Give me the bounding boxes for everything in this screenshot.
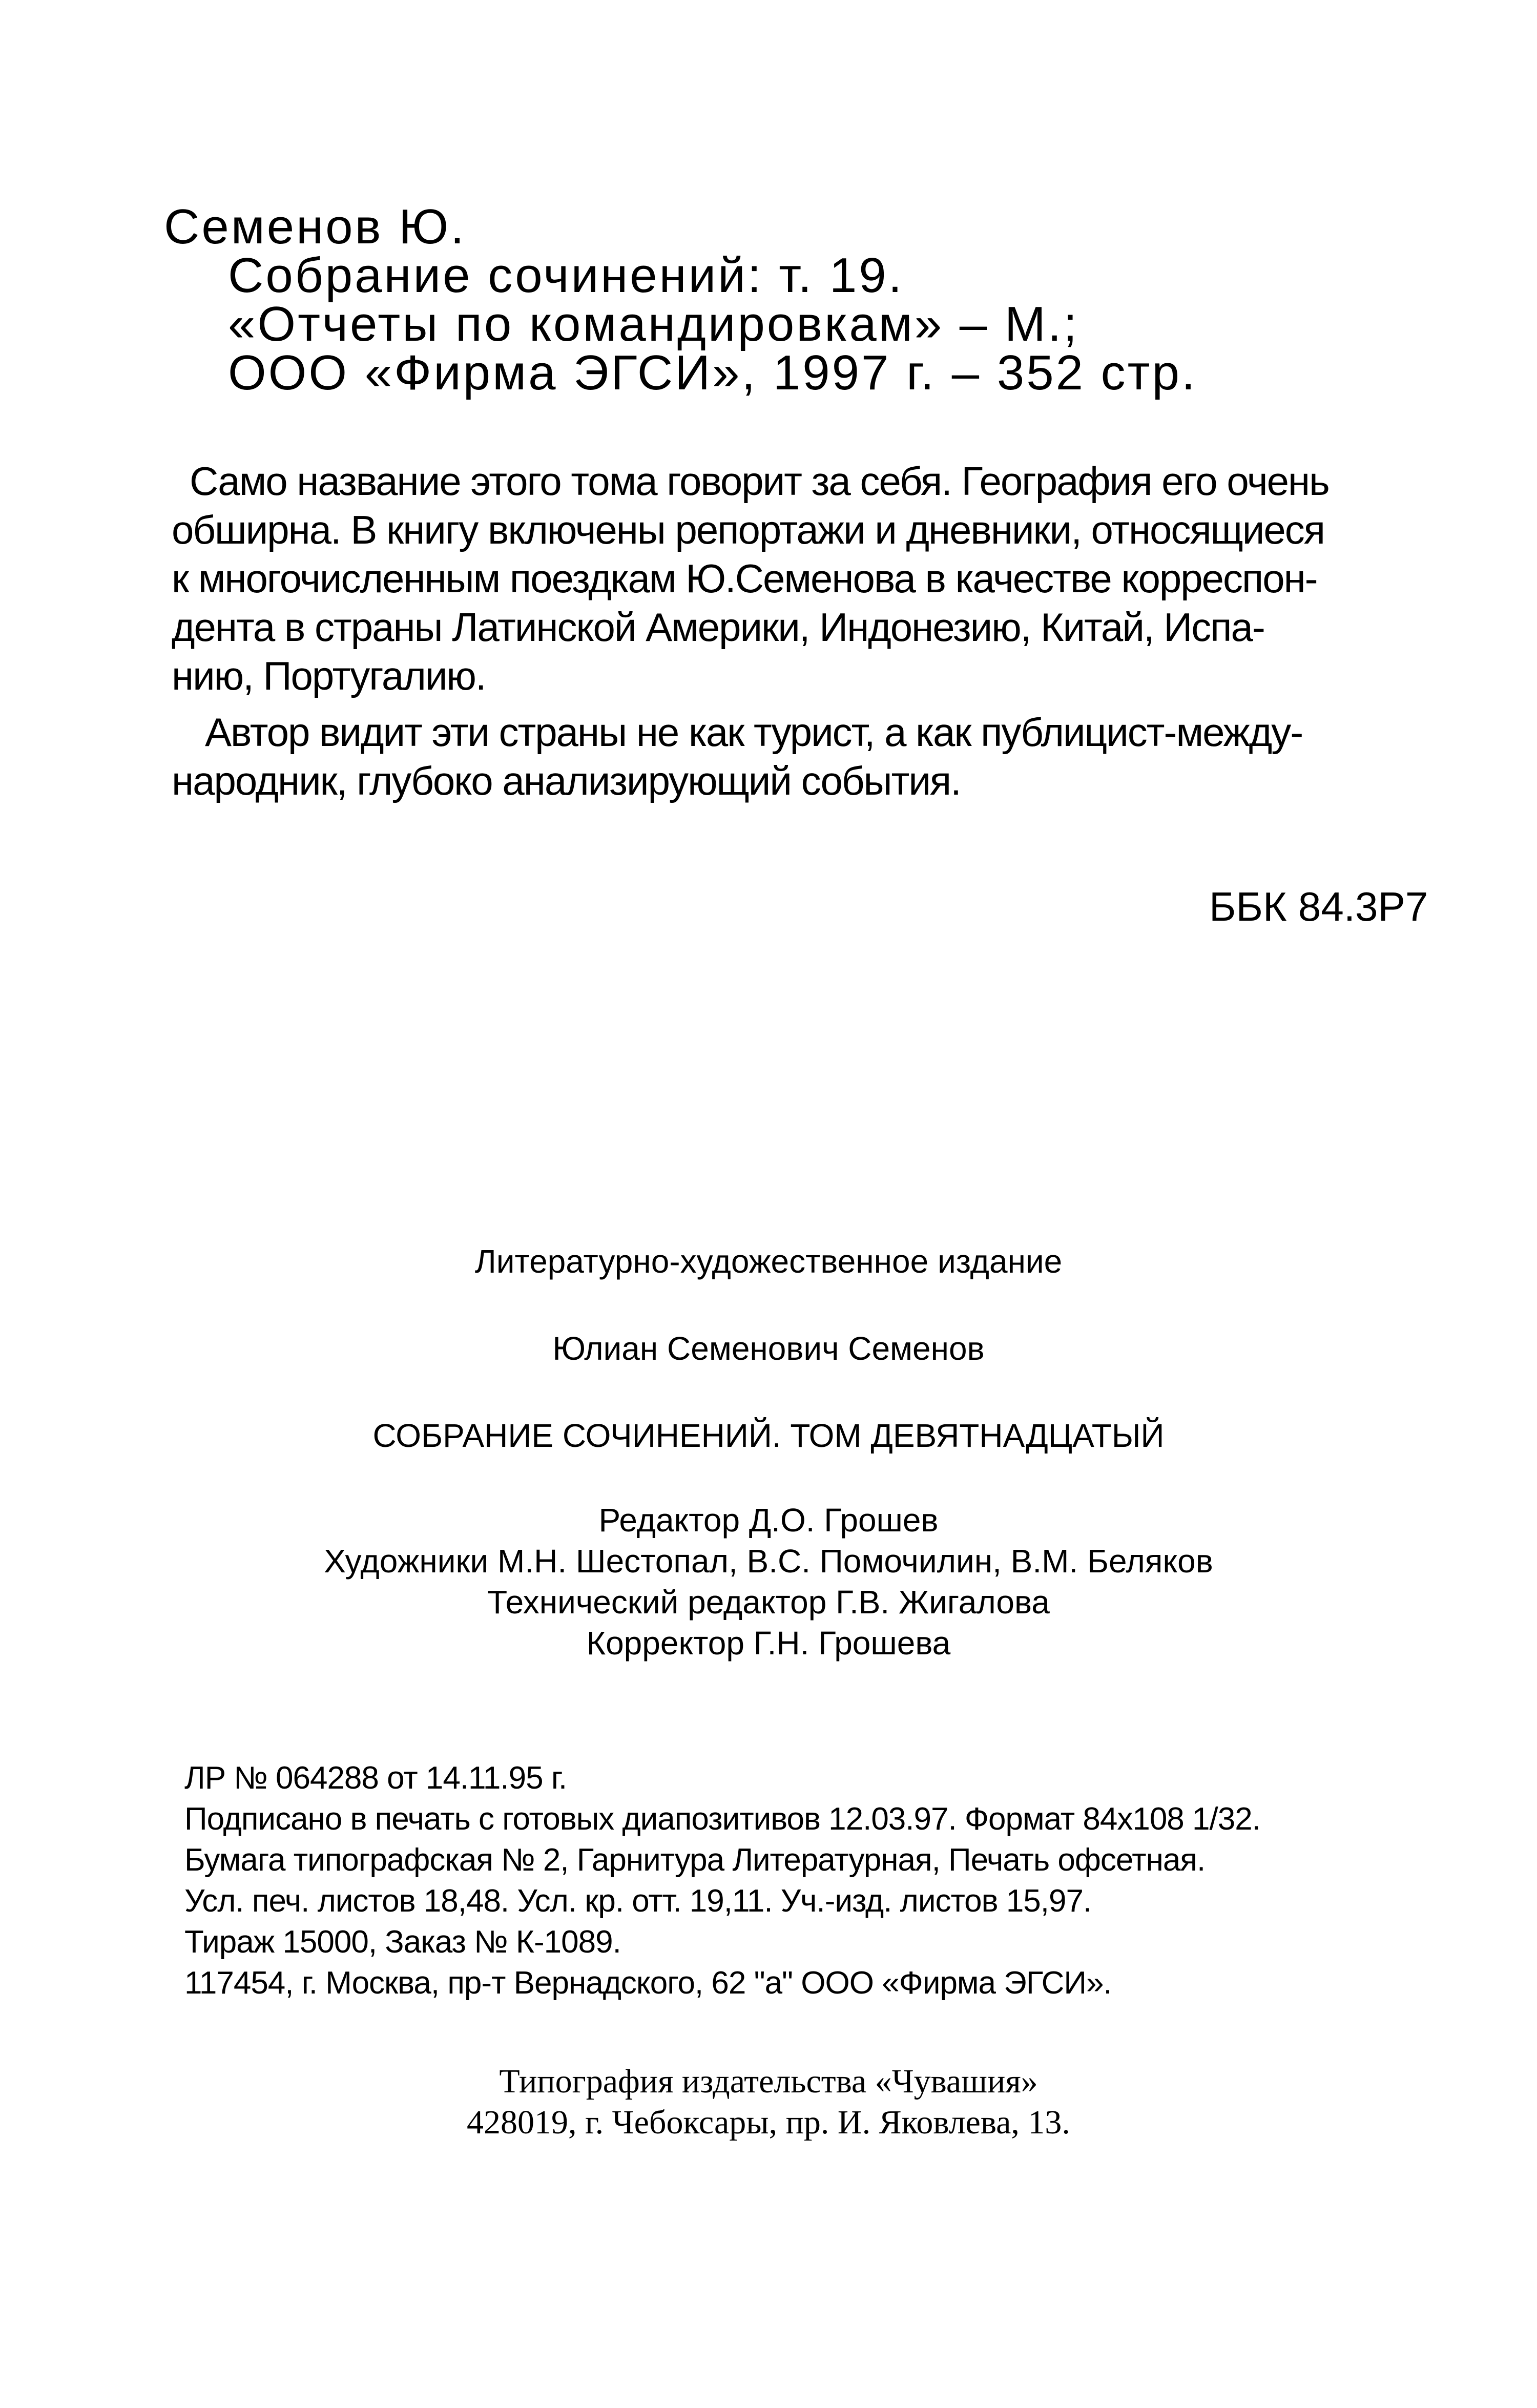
bibliographic-collection: Собрание сочинений: т. 19.	[228, 248, 904, 303]
credit-artists: Художники М.Н. Шестопал, В.С. Помочилин, В.М. Беляков	[324, 1543, 1213, 1580]
credit-editor: Редактор Д.О. Грошев	[598, 1502, 939, 1539]
annotation-line: народник, глубоко анализирующий события.	[172, 758, 961, 803]
edition-type: Литературно-художественное издание	[474, 1243, 1063, 1280]
author-full-name: Юлиан Семенович Семенов	[552, 1330, 985, 1367]
annotation-line: к многочисленным поездкам Ю.Семенова в качестве корреспон-	[172, 556, 1317, 601]
annotation-line: обширна. В книгу включены репортажи и дневники, относящиеся	[172, 507, 1324, 552]
annotation-line: Само название этого тома говорит за себя. География его очень	[190, 459, 1329, 504]
annotation-line: дента в страны Латинской Америки, Индонезию, Китай, Испа-	[172, 605, 1264, 650]
print-data-line: Тираж 15000, Заказ № К-1089.	[184, 1924, 621, 1960]
bibliographic-author: Семенов Ю.	[164, 199, 466, 254]
print-data-line: Бумага типографская № 2, Гарнитура Литературная, Печать офсетная.	[184, 1842, 1206, 1878]
annotation-line: нию, Португалию.	[172, 653, 486, 698]
print-data-line: Подписано в печать с готовых диапозитивов 12.03.97. Формат 84х108 1/32.	[184, 1801, 1260, 1837]
bibliographic-title: «Отчеты по командировкам» – М.;	[228, 297, 1079, 351]
annotation-line: Автор видит эти страны не как турист, а как публицист-между-	[205, 710, 1303, 755]
bibliographic-publisher: ООО «Фирма ЭГСИ», 1997 г. – 352 стр.	[228, 345, 1197, 400]
credit-technical-editor: Технический редактор Г.В. Жигалова	[487, 1584, 1050, 1621]
print-data-line: Усл. печ. листов 18,48. Усл. кр. отт. 19,11. Уч.-изд. листов 15,97.	[184, 1883, 1092, 1919]
printing-house-name: Типография издательства «Чувашия»	[499, 2063, 1038, 2100]
printing-house-address: 428019, г. Чебоксары, пр. И. Яковлева, 13.	[467, 2104, 1070, 2141]
print-data-line: ЛР № 064288 от 14.11.95 г.	[184, 1760, 567, 1796]
bbk-code: ББК 84.3Р7	[1209, 884, 1428, 929]
print-data-line: 117454, г. Москва, пр-т Вернадского, 62 "а" ООО «Фирма ЭГСИ».	[184, 1965, 1112, 2001]
credit-proofreader: Корректор Г.Н. Грошева	[586, 1625, 951, 1662]
volume-title: СОБРАНИЕ СОЧИНЕНИЙ. ТОМ ДЕВЯТНАДЦАТЫЙ	[372, 1417, 1165, 1454]
